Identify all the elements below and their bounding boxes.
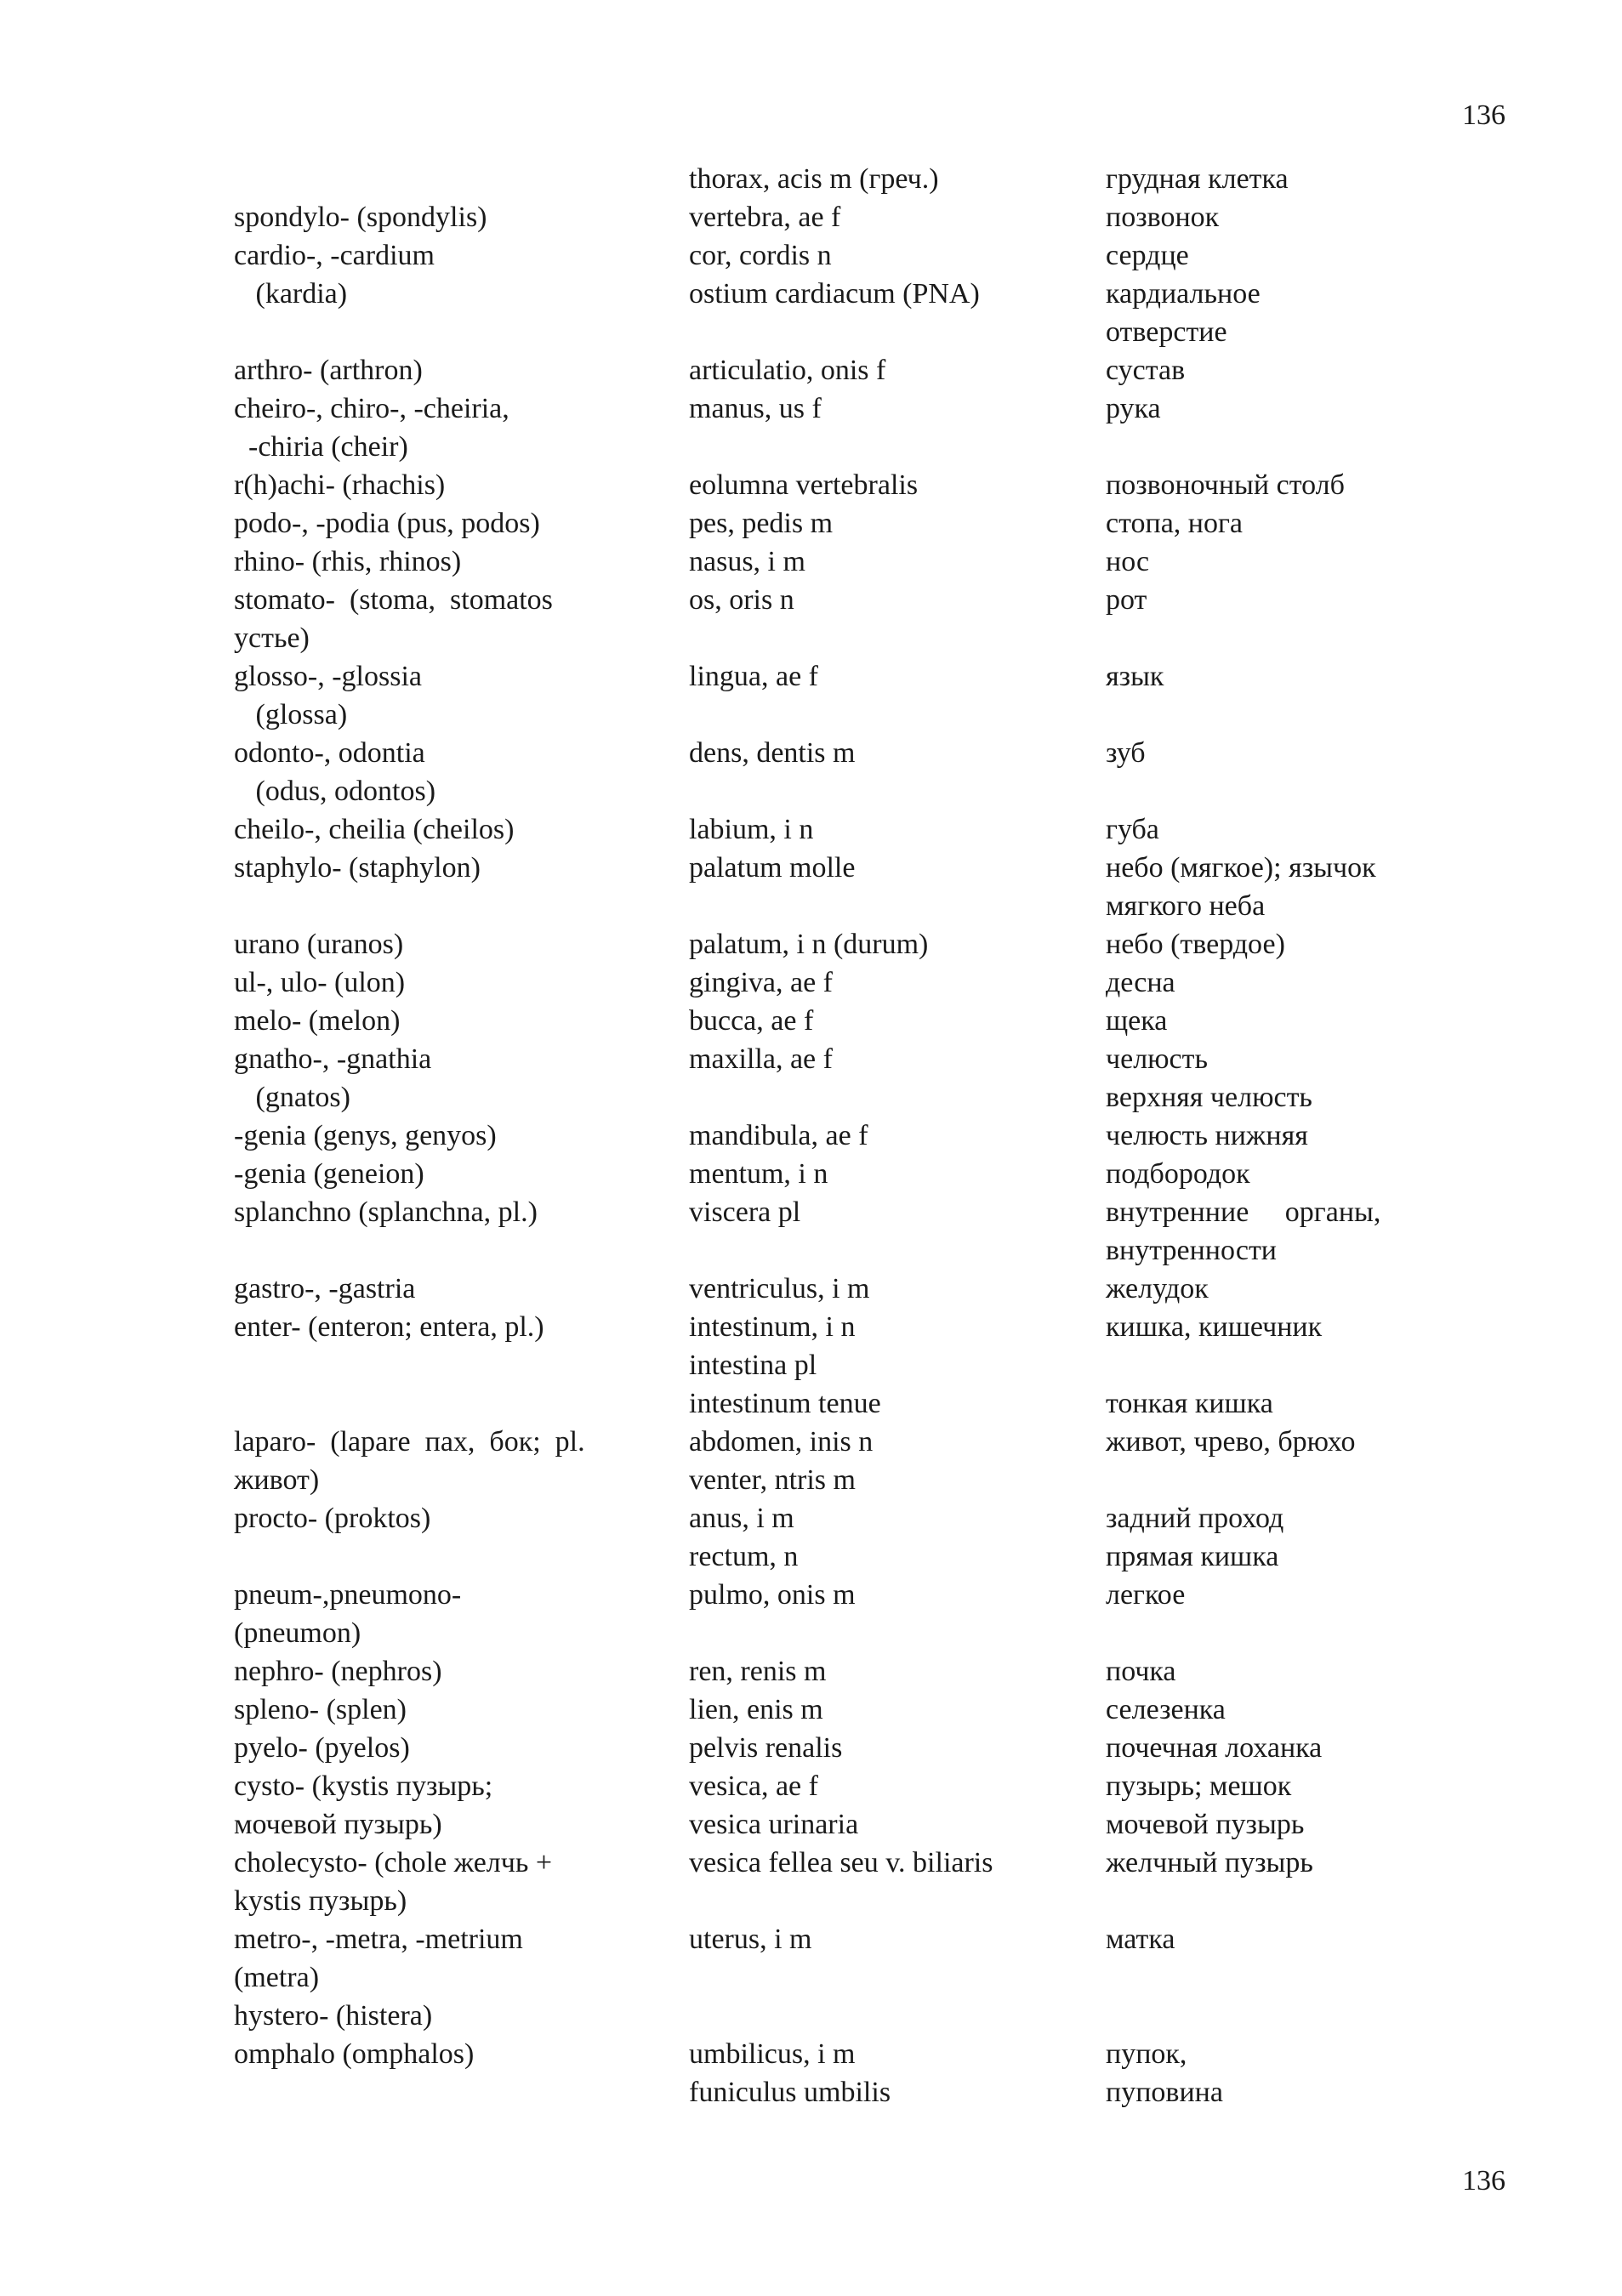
russian-translation-cell: матка xyxy=(1106,1924,1175,1955)
table-row xyxy=(234,849,1425,925)
table-row xyxy=(234,1729,1425,1767)
page-number-bottom: 136 xyxy=(1462,2165,1505,2197)
greek-root-cell: -genia (genys, genyos) xyxy=(234,1120,497,1151)
russian-translation-cell: пупок, пуповина xyxy=(1106,2038,1223,2108)
russian-translation-cell: небо (твердое) xyxy=(1106,929,1285,960)
table-row xyxy=(234,1844,1425,1920)
latin-term-cell: eolumna vertebralis xyxy=(689,469,919,501)
latin-term-cell: vesica fellea seu v. biliaris xyxy=(689,1847,993,1878)
latin-term-cell: manus, us f xyxy=(689,393,822,424)
latin-term-cell: ren, renis m xyxy=(689,1656,827,1687)
table-row xyxy=(234,198,1425,236)
table-row xyxy=(234,1691,1425,1729)
russian-translation-cell: позвонок xyxy=(1106,202,1220,233)
latin-term-cell: abdomen, inis n venter, ntris m xyxy=(689,1426,874,1496)
greek-root-cell: -genia (geneion) xyxy=(234,1158,424,1190)
table-row xyxy=(234,1499,1425,1576)
table-row xyxy=(234,1155,1425,1193)
latin-term-cell: articulatio, onis f xyxy=(689,355,886,386)
latin-term-cell: cor, cordis n ostium cardiacum (PNA) xyxy=(689,240,980,310)
russian-translation-cell: внутренние органы, внутренности xyxy=(1106,1196,1381,1266)
greek-root-cell: pyelo- (pyelos) xyxy=(234,1732,410,1764)
greek-root-cell: cholecysto- (chole желчь + kystis пузырь) xyxy=(234,1847,553,1917)
table-row xyxy=(234,734,1425,810)
latin-term-cell: os, oris n xyxy=(689,584,794,616)
table-row xyxy=(234,2035,1425,2111)
russian-translation-cell: губа xyxy=(1106,814,1159,845)
table-row xyxy=(234,1920,1425,2035)
table-row xyxy=(234,1767,1425,1844)
latin-term-cell: bucca, ae f xyxy=(689,1005,814,1037)
russian-translation-cell: живот, чрево, брюхо xyxy=(1106,1426,1356,1458)
greek-root-cell: procto- (proktos) xyxy=(234,1503,431,1534)
greek-root-cell: gnatho-, -gnathia (gnatos) xyxy=(234,1043,432,1113)
table-row xyxy=(234,810,1425,849)
russian-translation-cell: стопа, нога xyxy=(1106,508,1244,539)
russian-translation-cell: небо (мягкое); язычок мягкого неба xyxy=(1106,852,1376,922)
greek-root-cell: stomato- (stoma, stomatos устье) xyxy=(234,584,553,654)
table-row xyxy=(234,1193,1425,1270)
latin-term-cell: mandibula, ae f xyxy=(689,1120,868,1151)
russian-translation-cell: нос xyxy=(1106,546,1150,577)
latin-term-cell: pes, pedis m xyxy=(689,508,834,539)
page-number-top: 136 xyxy=(1462,99,1505,131)
latin-term-cell: palatum molle xyxy=(689,852,856,884)
greek-root-cell: staphylo- (staphylon) xyxy=(234,852,481,884)
greek-root-cell: ul-, ulo- (ulon) xyxy=(234,967,406,998)
greek-root-cell: enter- (enteron; entera, pl.) xyxy=(234,1311,544,1343)
greek-root-cell: laparo- (lapare пах, бок; pl. живот) xyxy=(234,1426,585,1496)
latin-term-cell: anus, i m rectum, n xyxy=(689,1503,799,1572)
greek-root-cell: cheiro-, chiro-, -cheiria, -chiria (cheir) xyxy=(234,393,509,463)
greek-root-cell: gastro-, -gastria xyxy=(234,1273,416,1304)
table-row xyxy=(234,925,1425,963)
greek-root-cell: rhino- (rhis, rhinos) xyxy=(234,546,462,577)
table-row xyxy=(234,1576,1425,1652)
greek-root-cell: cardio-, -cardium (kardia) xyxy=(234,240,435,310)
table-row xyxy=(234,1002,1425,1040)
table-row xyxy=(234,236,1425,351)
table-row xyxy=(234,543,1425,581)
greek-root-cell: r(h)achi- (rhachis) xyxy=(234,469,446,501)
russian-translation-cell: задний проход прямая кишка xyxy=(1106,1503,1284,1572)
terminology-table xyxy=(234,160,1425,2111)
latin-term-cell: ventriculus, i m xyxy=(689,1273,870,1304)
russian-translation-cell: почечная лоханка xyxy=(1106,1732,1323,1764)
latin-term-cell: lien, enis m xyxy=(689,1694,823,1725)
table-row xyxy=(234,389,1425,466)
latin-term-cell: nasus, i m xyxy=(689,546,805,577)
russian-translation-cell: желудок xyxy=(1106,1273,1209,1304)
russian-translation-cell: позвоночный столб xyxy=(1106,469,1345,501)
russian-translation-cell: зуб xyxy=(1106,737,1146,769)
latin-term-cell: lingua, ae f xyxy=(689,661,818,692)
russian-translation-cell: грудная клетка xyxy=(1106,163,1289,195)
latin-term-cell: palatum, i n (durum) xyxy=(689,929,929,960)
russian-translation-cell: легкое xyxy=(1106,1579,1186,1611)
latin-term-cell: umbilicus, i m funiculus umbilis xyxy=(689,2038,891,2108)
latin-term-cell: vesica, ae f vesica urinaria xyxy=(689,1770,859,1840)
greek-root-cell: urano (uranos) xyxy=(234,929,404,960)
russian-translation-cell: желчный пузырь xyxy=(1106,1847,1313,1878)
russian-translation-cell: подбородок xyxy=(1106,1158,1250,1190)
latin-term-cell: dens, dentis m xyxy=(689,737,856,769)
russian-translation-cell: почка xyxy=(1106,1656,1176,1687)
table-row xyxy=(234,1270,1425,1308)
russian-translation-cell: рука xyxy=(1106,393,1161,424)
table-row xyxy=(234,963,1425,1002)
russian-translation-cell: пузырь; мешок мочевой пузырь xyxy=(1106,1770,1305,1840)
greek-root-cell: odonto-, odontia (odus, odontos) xyxy=(234,737,436,807)
latin-term-cell: intestinum, i n intestina pl intestinum tenue xyxy=(689,1311,881,1419)
table-row xyxy=(234,581,1425,657)
latin-term-cell: pulmo, onis m xyxy=(689,1579,856,1611)
greek-root-cell: glosso-, -glossia (glossa) xyxy=(234,661,422,730)
russian-translation-cell: челюсть верхняя челюсть xyxy=(1106,1043,1312,1113)
latin-term-cell: thorax, acis m (греч.) xyxy=(689,163,939,195)
russian-translation-cell: кишка, кишечник тонкая кишка xyxy=(1106,1311,1323,1419)
russian-translation-cell: рот xyxy=(1106,584,1147,616)
table-row xyxy=(234,1308,1425,1423)
latin-term-cell: uterus, i m xyxy=(689,1924,812,1955)
russian-translation-cell: челюсть нижняя xyxy=(1106,1120,1308,1151)
latin-term-cell: vertebra, ae f xyxy=(689,202,841,233)
greek-root-cell: spondylo- (spondylis) xyxy=(234,202,487,233)
table-row xyxy=(234,504,1425,543)
greek-root-cell: arthro- (arthron) xyxy=(234,355,423,386)
latin-term-cell: viscera pl xyxy=(689,1196,801,1228)
greek-root-cell: pneum-,pneumono- (pneumon) xyxy=(234,1579,462,1649)
russian-translation-cell: сустав xyxy=(1106,355,1186,386)
latin-term-cell: gingiva, ae f xyxy=(689,967,833,998)
russian-translation-cell: сердце кардиальное отверстие xyxy=(1106,240,1261,348)
table-row xyxy=(234,351,1425,389)
latin-term-cell: labium, i n xyxy=(689,814,814,845)
table-row xyxy=(234,657,1425,734)
greek-root-cell: metro-, -metra, -metrium (metra) hystero- (histera) xyxy=(234,1924,523,2032)
table-row xyxy=(234,1423,1425,1499)
greek-root-cell: podo-, -podia (pus, podos) xyxy=(234,508,540,539)
table-row xyxy=(234,1652,1425,1691)
table-row xyxy=(234,160,1425,198)
greek-root-cell xyxy=(234,160,689,198)
latin-term-cell: pelvis renalis xyxy=(689,1732,843,1764)
russian-translation-cell: язык xyxy=(1106,661,1164,692)
greek-root-cell: omphalo (omphalos) xyxy=(234,2038,475,2070)
russian-translation-cell: щека xyxy=(1106,1005,1168,1037)
table-row xyxy=(234,466,1425,504)
greek-root-cell: cysto- (kystis пузырь; мочевой пузырь) xyxy=(234,1770,493,1840)
russian-translation-cell: селезенка xyxy=(1106,1694,1226,1725)
russian-translation-cell: десна xyxy=(1106,967,1175,998)
greek-root-cell: melo- (melon) xyxy=(234,1005,401,1037)
greek-root-cell: cheilo-, cheilia (cheilos) xyxy=(234,814,515,845)
greek-root-cell: splanchno (splanchna, pl.) xyxy=(234,1196,538,1228)
latin-term-cell: maxilla, ae f xyxy=(689,1043,833,1075)
table-row xyxy=(234,1040,1425,1117)
greek-root-cell: nephro- (nephros) xyxy=(234,1656,442,1687)
table-row xyxy=(234,1117,1425,1155)
latin-term-cell: mentum, i n xyxy=(689,1158,828,1190)
greek-root-cell: spleno- (splen) xyxy=(234,1694,407,1725)
